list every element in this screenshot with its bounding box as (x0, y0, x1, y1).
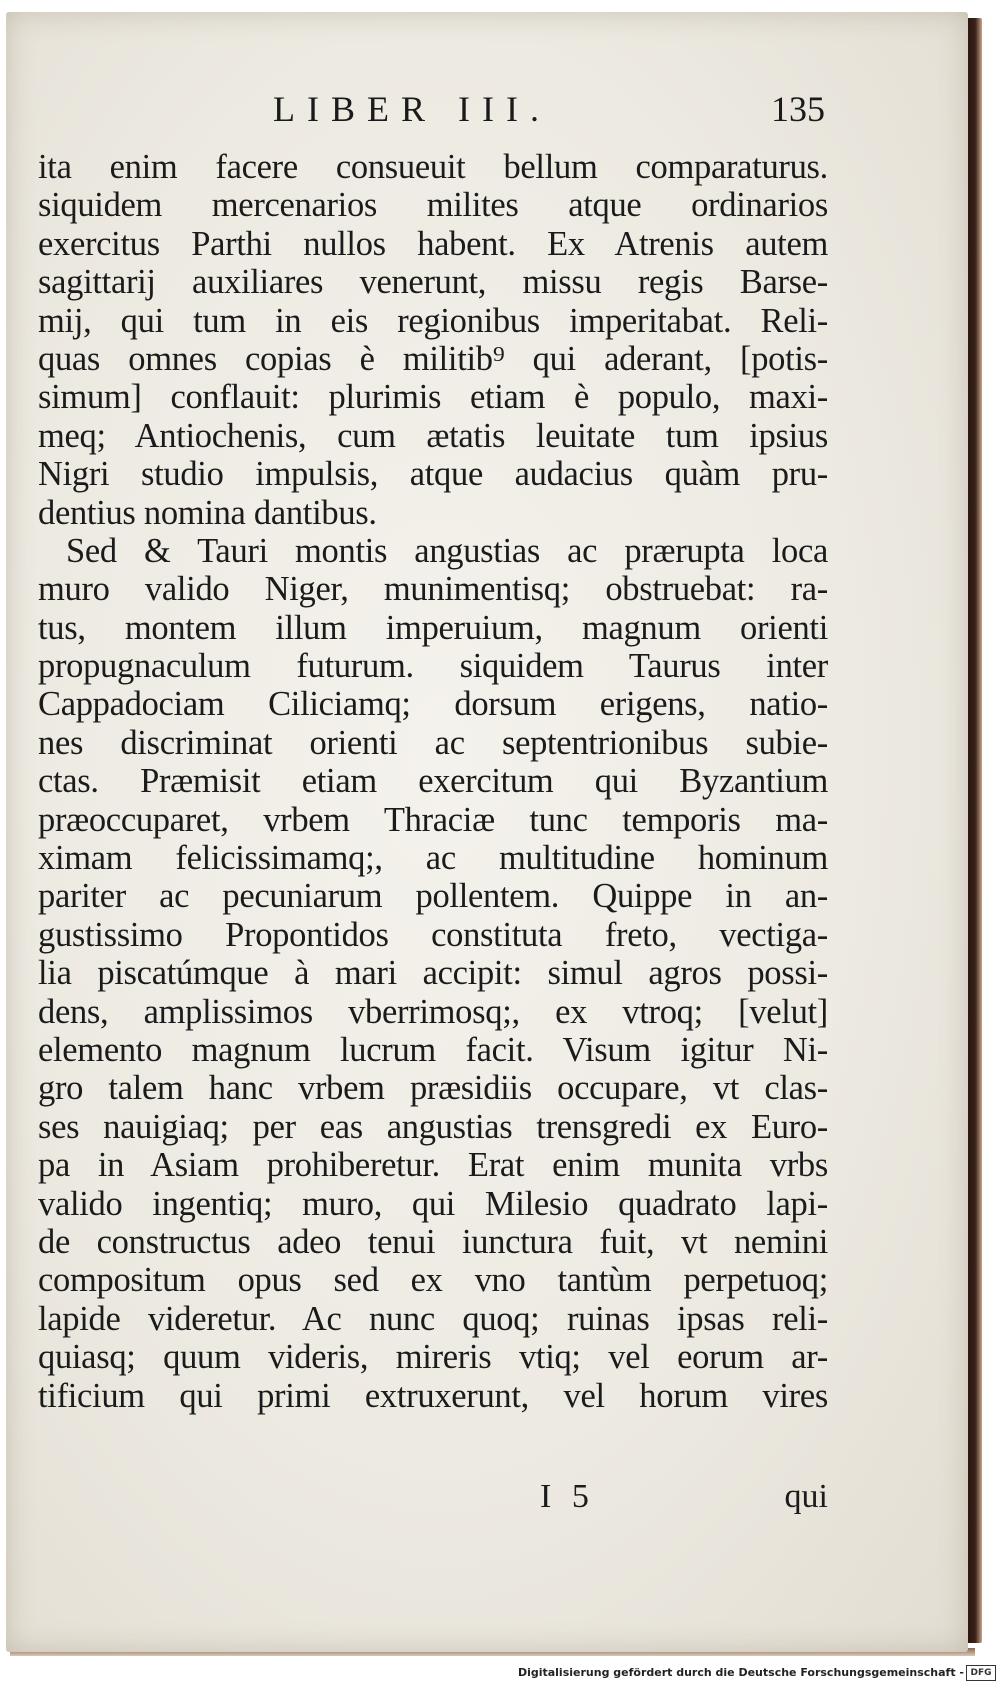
text-line: pa in Asiam prohiberetur. Erat enim munita vrbs (38, 1146, 828, 1185)
text-line: dentius nomina dantibus. (38, 493, 377, 532)
text-line: mij, qui tum in eis regionibus imperitabat. Reli- (38, 301, 828, 340)
text-line: de constructus adeo tenui iunctura fuit, vt nemini (38, 1222, 828, 1261)
text-line: siquidem mercenarios milites atque ordinarios (38, 186, 828, 225)
page-footer (540, 1478, 828, 1518)
text-line: quas omnes copias è militib⁹ qui aderant, [potis- (38, 339, 828, 378)
text-line: elemento magnum lucrum facit. Visum igitur Ni- (38, 1030, 828, 1069)
text-line: ctas. Præmisit etiam exercitum qui Byzantium (38, 762, 828, 801)
running-head-title: LIBER III. (273, 89, 551, 129)
text-line: compositum opus sed ex vno tantùm perpetuoq; (38, 1261, 828, 1300)
text-line: Cappadociam Ciliciamq; dorsum erigens, natio- (38, 685, 828, 724)
catchword: qui (784, 1478, 828, 1515)
text-line: Nigri studio impulsis, atque audacius quàm pru- (38, 455, 828, 494)
text-line: lia piscatúmque à mari accipit: simul agros possi- (38, 954, 828, 993)
text-line: præoccuparet, vrbem Thraciæ tunc temporis ma- (38, 800, 828, 839)
page-number: 135 (771, 89, 825, 129)
text-line: ita enim facere consueuit bellum comparaturus. (38, 148, 828, 186)
text-line: exercitus Parthi nullos habent. Ex Atrenis autem (38, 224, 828, 263)
credit-bar (0, 1663, 1000, 1683)
text-line: valido ingentiq; muro, qui Milesio quadrato lapi- (38, 1184, 828, 1223)
text-line: ximam felicissimamq;, ac multitudine hominum (38, 839, 828, 878)
text-line: Sed & Tauri montis angustias ac prærupta loca (66, 531, 828, 570)
text-line: gustissimo Propontidos constituta freto, vectiga- (38, 915, 828, 954)
dfg-logo: DFG (966, 1665, 996, 1681)
text-line: dens, amplissimos vberrimosq;, ex vtroq; [velut] (38, 992, 828, 1031)
signature-mark: I 5 (540, 1478, 595, 1515)
text-line: nes discriminat orienti ac septentrionibus subie- (38, 723, 828, 762)
text-line: pariter ac pecuniarum pollentem. Quippe in an- (38, 877, 828, 916)
text-line: tus, montem illum imperuium, magnum orienti (38, 608, 828, 647)
text-line: ses nauigiaq; per eas angustias trensgredi ex Euro- (38, 1107, 828, 1146)
text-line: gro talem hanc vrbem præsidiis occupare, vt clas- (38, 1069, 828, 1108)
text-line: simum] conflauit: plurimis etiam è populo, maxi- (38, 378, 828, 417)
credit-text: Digitalisierung gefördert durch die Deutsche Forschungsgemeinschaft - (517, 1666, 964, 1679)
body-text (38, 148, 828, 1415)
text-line: quiasq; quum videris, mireris vtiq; vel eorum ar- (38, 1338, 828, 1377)
text-line: meq; Antiochenis, cum ætatis leuitate tum ipsius (38, 416, 828, 455)
text-line: muro valido Niger, munimentisq; obstruebat: ra- (38, 570, 828, 609)
text-line: propugnaculum futurum. siquidem Taurus inter (38, 647, 828, 686)
text-line: lapide videretur. Ac nunc quoq; ruinas ipsas reli- (38, 1299, 828, 1338)
running-head (255, 86, 825, 136)
text-line: tificium qui primi extruxerunt, vel horum vires (38, 1376, 828, 1415)
text-line: sagittarij auxiliares venerunt, missu regis Barse- (38, 263, 828, 302)
